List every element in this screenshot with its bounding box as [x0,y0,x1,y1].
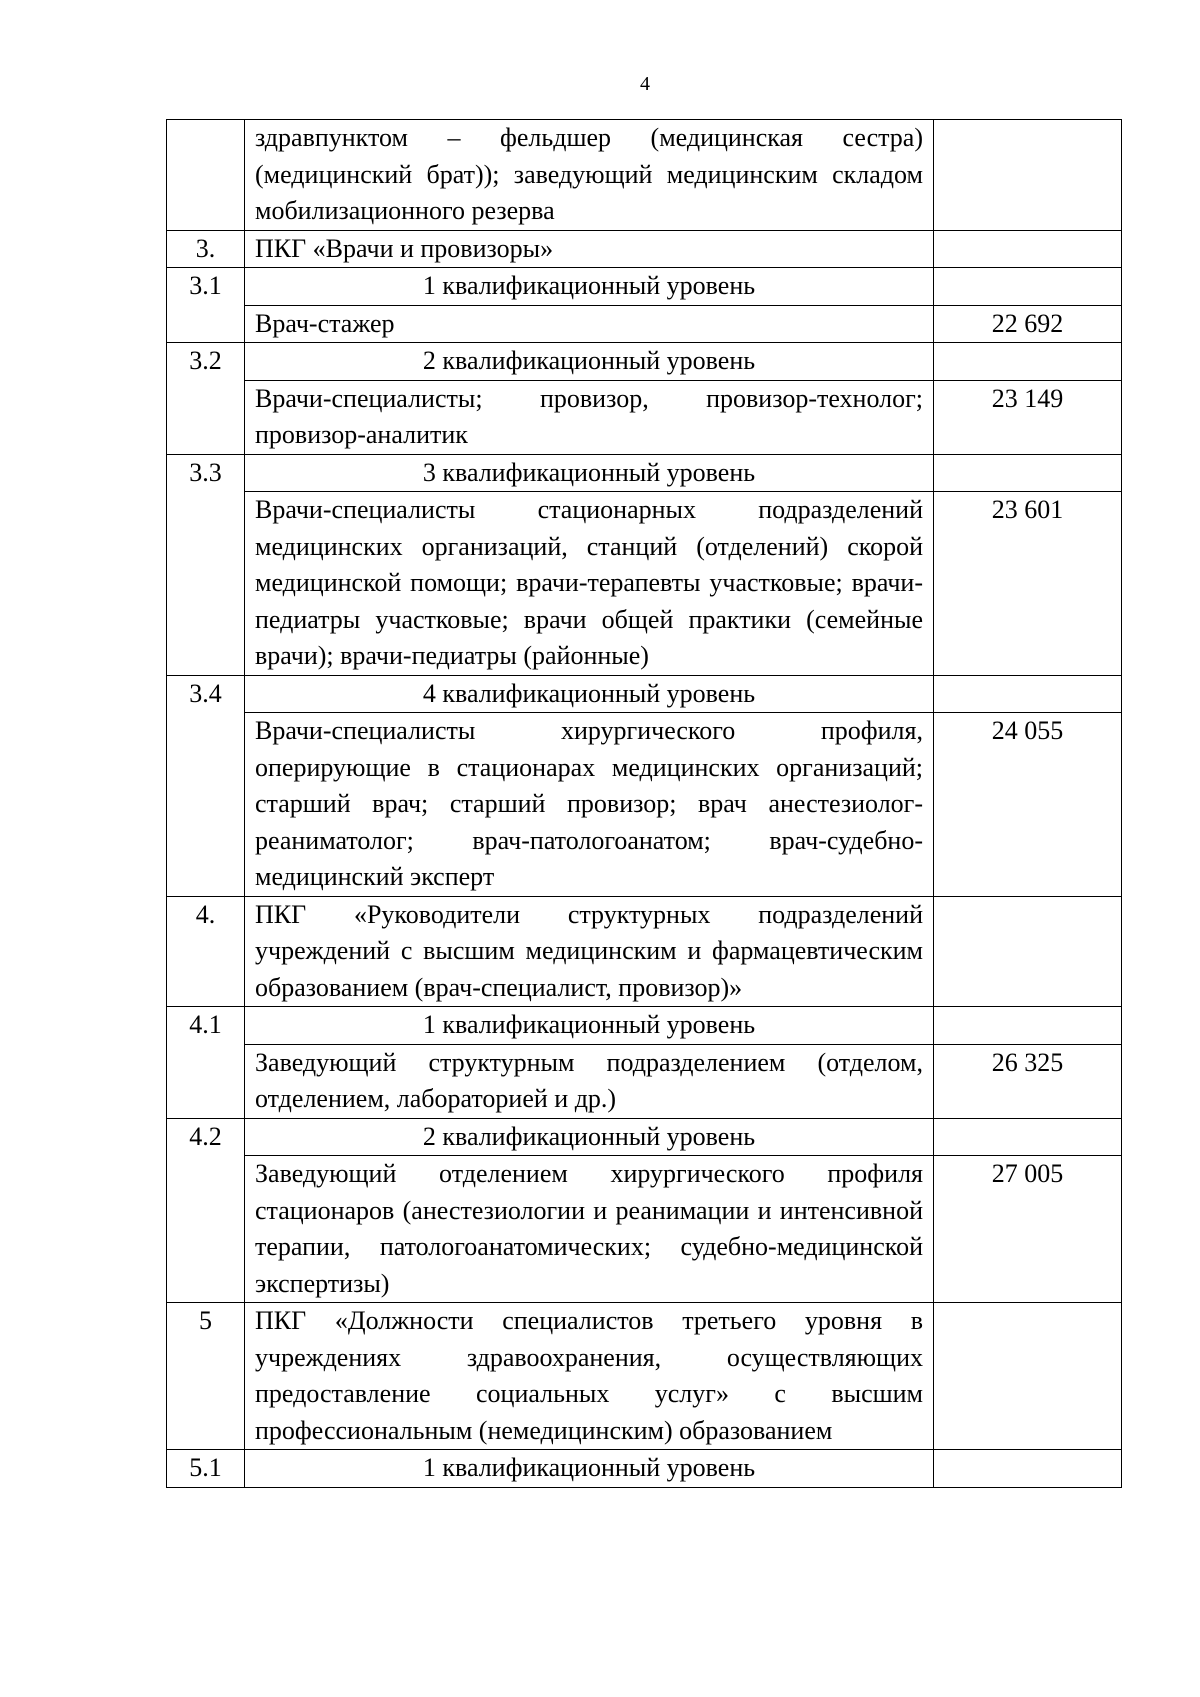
row-number: 5 [167,1303,245,1450]
position-description: Заведующий отделением хирургического профиля стационаров (анестезиологии и реанимации и интенсивной терапии, патологоанатомических; судебно-медицинской экспертизы) [245,1156,934,1303]
table-row [167,230,1122,268]
row-number: 5.1 [167,1450,245,1488]
salary-value [934,1450,1122,1488]
row-number: 3.1 [167,268,245,343]
qualification-level: 2 квалификационный уровень [245,1118,934,1156]
table-row [167,713,1122,897]
group-title: ПКГ «Врачи и провизоры» [245,230,934,268]
position-description: Врачи-специалисты стационарных подразделений медицинских организаций, станций (отделений) скорой медицинской помощи; врачи-терапевты участковые; врачи-педиатры участковые; врачи общей практики (семейные врачи); врачи-педиатры (районные) [245,492,934,676]
row-number [167,120,245,231]
salary-value [934,896,1122,1007]
page-number: 4 [640,73,650,95]
position-description: здравпунктом – фельдшер (медицинская сестра) (медицинский брат)); заведующий медицинским складом мобилизационного резерва [245,120,934,231]
table-row [167,305,1122,343]
table-row [167,675,1122,713]
table-row [167,1450,1122,1488]
salary-value: 23 601 [934,492,1122,676]
position-description: Заведующий структурным подразделением (отделом, отделением, лабораторией и др.) [245,1044,934,1118]
table-row [167,896,1122,1007]
qualification-level: 1 квалификационный уровень [245,1007,934,1045]
position-description: Врачи-специалисты; провизор, провизор-технолог; провизор-аналитик [245,380,934,454]
salary-value: 27 005 [934,1156,1122,1303]
table-row [167,268,1122,306]
group-title: ПКГ «Руководители структурных подразделений учреждений с высшим медицинским и фармацевтическим образованием (врач-специалист, провизор)» [245,896,934,1007]
salary-value: 24 055 [934,713,1122,897]
empty-cell [934,1007,1122,1045]
salary-value: 26 325 [934,1044,1122,1118]
table-row [167,120,1122,231]
row-number: 4.2 [167,1118,245,1303]
qualification-level: 3 квалификационный уровень [245,454,934,492]
qualification-level: 1 квалификационный уровень [245,268,934,306]
position-description: Врач-стажер [245,305,934,343]
qualification-level: 4 квалификационный уровень [245,675,934,713]
table-row [167,454,1122,492]
table-row [167,1156,1122,1303]
table-row [167,1118,1122,1156]
empty-cell [934,1118,1122,1156]
row-number: 4. [167,896,245,1007]
row-number: 3.3 [167,454,245,675]
row-number: 4.1 [167,1007,245,1119]
salary-table [166,119,1122,1488]
salary-value [934,230,1122,268]
table-row [167,1044,1122,1118]
row-number: 3. [167,230,245,268]
empty-cell [934,268,1122,306]
row-number: 3.2 [167,343,245,455]
salary-value [934,120,1122,231]
position-description: Врачи-специалисты хирургического профиля, оперирующие в стационарах медицинских организаций; старший врач; старший провизор; врач анестезиолог-реаниматолог; врач-патологоанатом; врач-судебно-медицинский эксперт [245,713,934,897]
row-number: 3.4 [167,675,245,896]
table-row [167,1007,1122,1045]
qualification-level: 1 квалификационный уровень [245,1450,934,1488]
table-row [167,380,1122,454]
qualification-level: 2 квалификационный уровень [245,343,934,381]
table-row [167,1303,1122,1450]
empty-cell [934,343,1122,381]
salary-value: 22 692 [934,305,1122,343]
table-row [167,343,1122,381]
empty-cell [934,675,1122,713]
table-row [167,492,1122,676]
group-title: ПКГ «Должности специалистов третьего уровня в учреждениях здравоохранения, осуществляющих предоставление социальных услуг» с высшим профессиональным (немедицинским) образованием [245,1303,934,1450]
salary-value: 23 149 [934,380,1122,454]
salary-value [934,1303,1122,1450]
empty-cell [934,454,1122,492]
